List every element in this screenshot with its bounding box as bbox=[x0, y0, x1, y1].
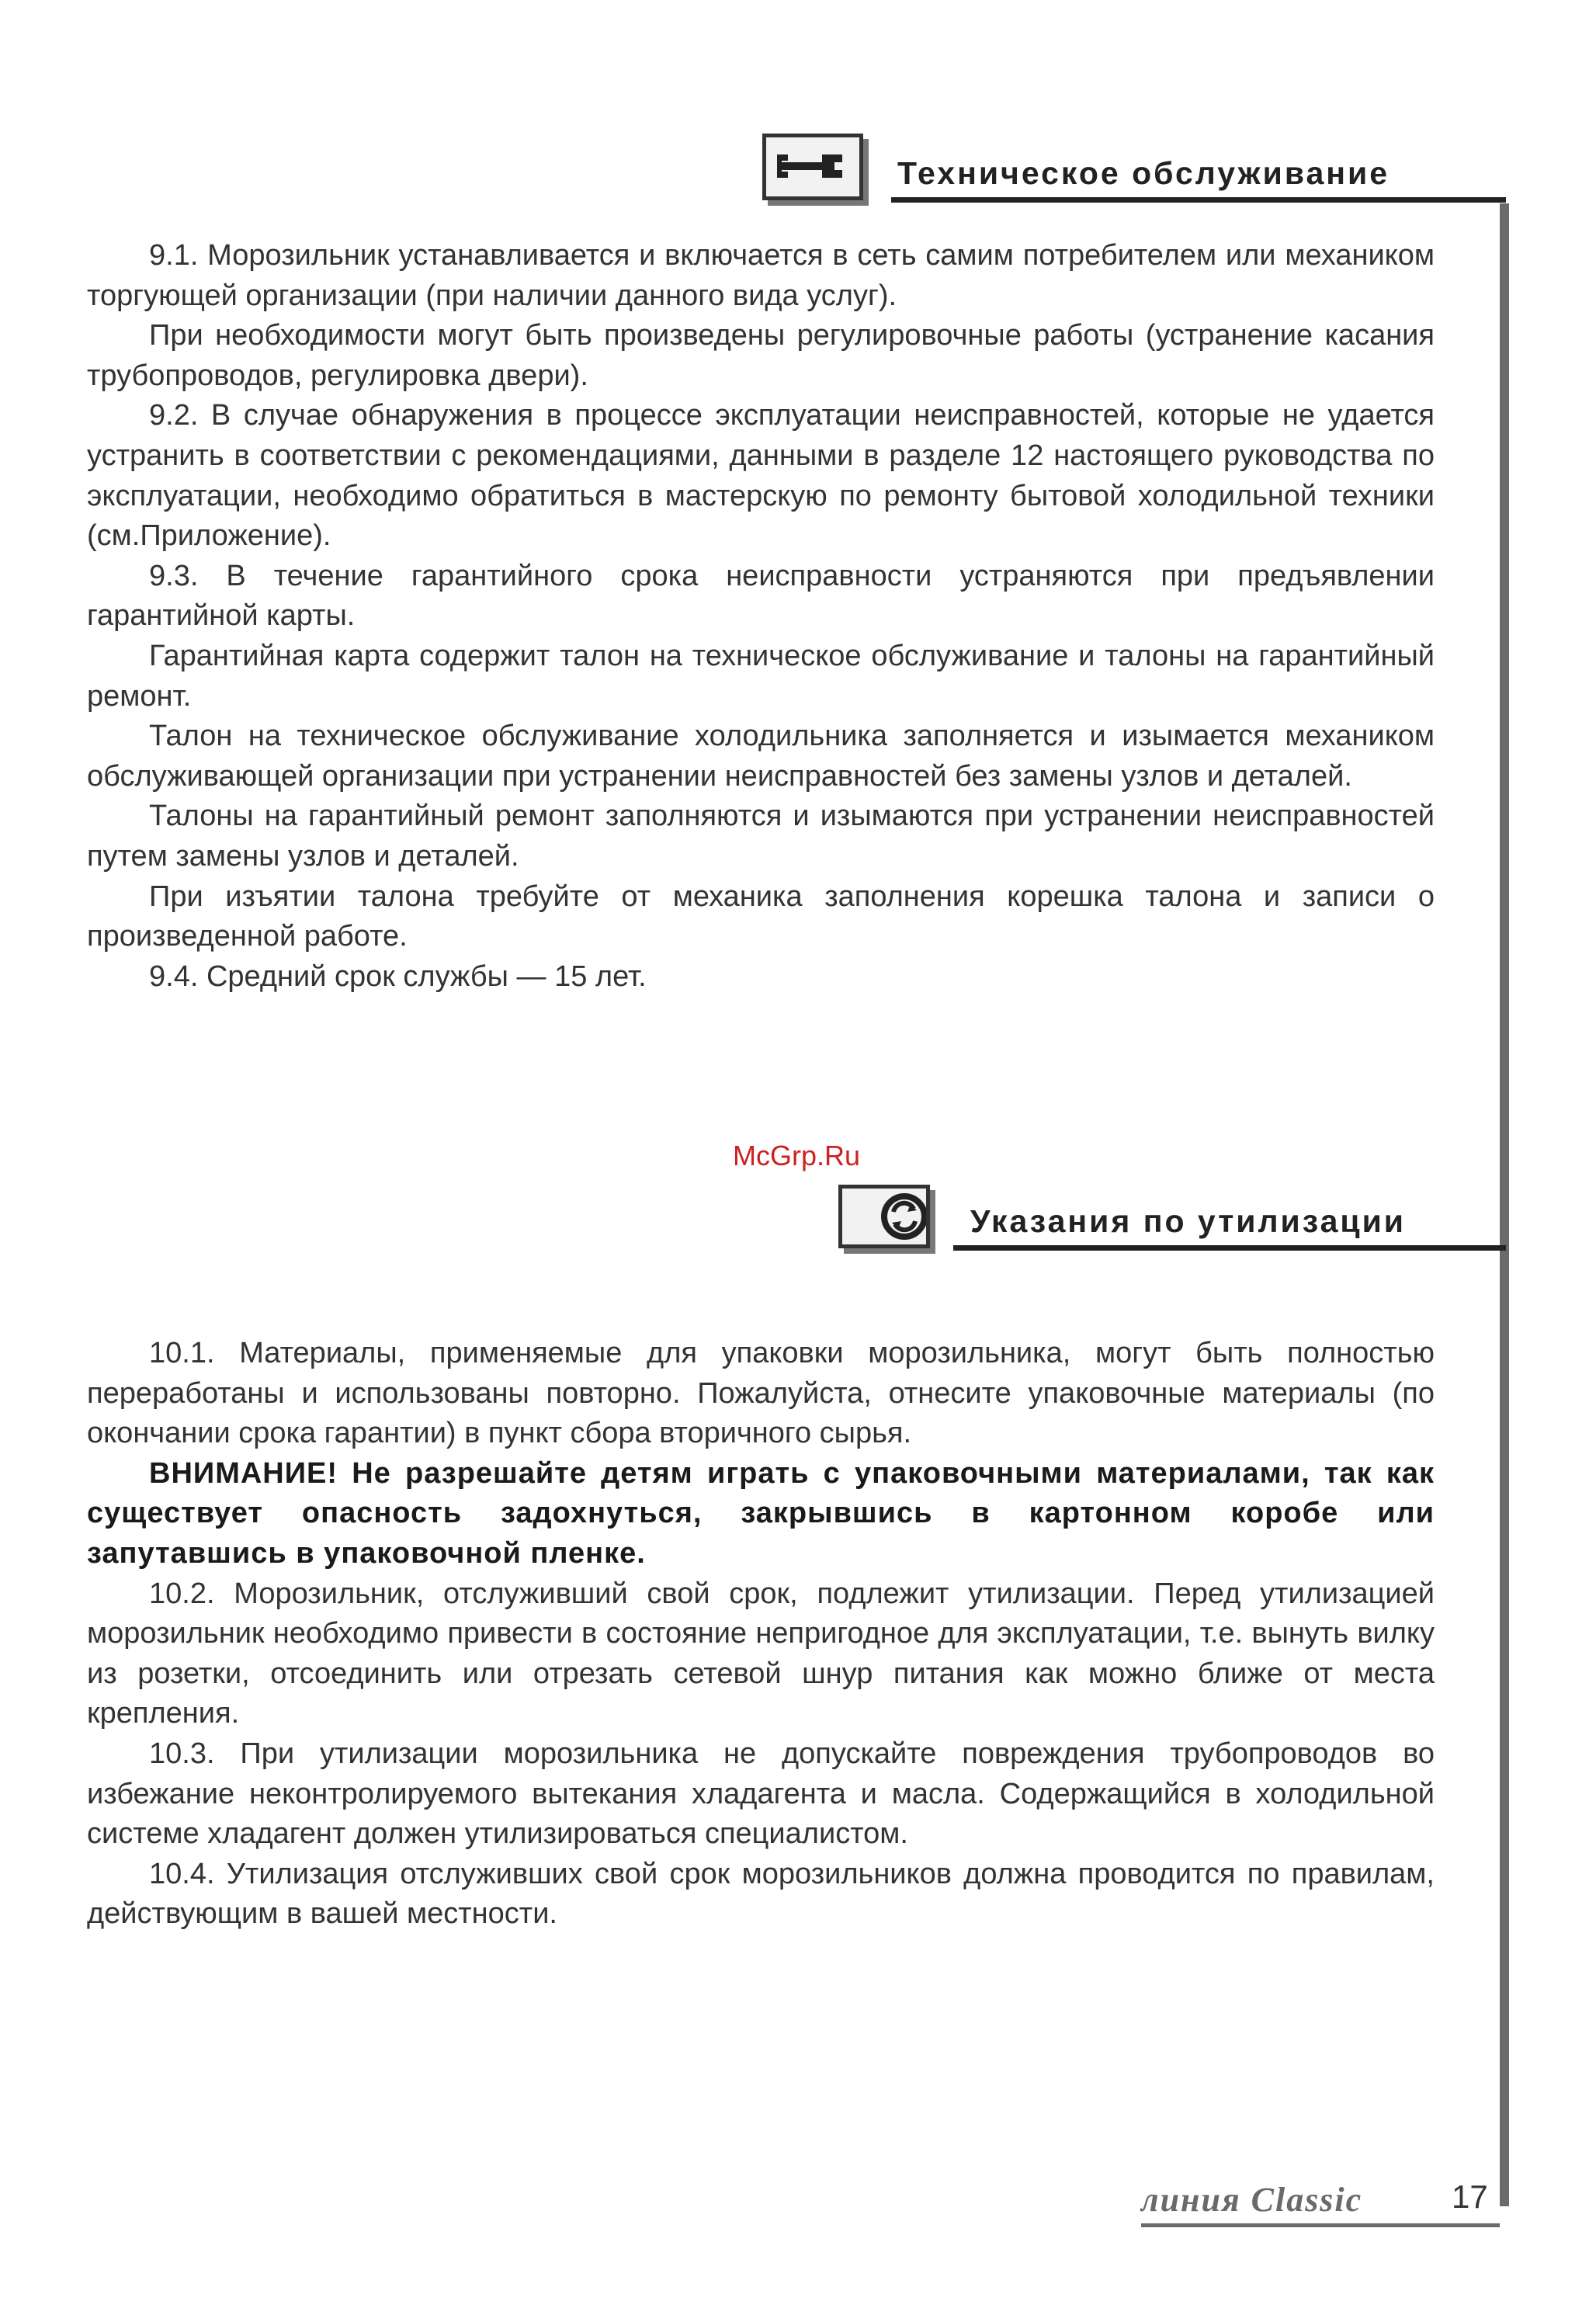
warning-paragraph: ВНИМАНИЕ! Не разрешайте детям играть с упаковочными материалами, так как существует опасность задохнуться, закрывшись в картонном коробе или запутавшись в упаковочной пленке. bbox=[87, 1456, 1435, 1570]
brand-logo-text: линия Classic bbox=[1141, 2181, 1363, 2219]
paragraph: 10.4. Утилизация отслуживших свой срок морозильников должна проводится по правилам, действующим в вашей местности. bbox=[87, 1857, 1435, 1931]
paragraph: При изъятии талона требуйте от механика заполнения корешка талона и записи о произведенной работе. bbox=[87, 880, 1435, 953]
maintenance-title: Техническое обслуживание bbox=[897, 155, 1390, 191]
paragraph: 9.2. В случае обнаружения в процессе эксплуатации неисправностей, которые не удается устранить в соответствии с рекомендациями, данными в разделе 12 настоящего руководства по эксплуатации, необходимо обратиться в мастерскую по ремонту бытовой холодильной техники (см.Приложение). bbox=[87, 399, 1435, 553]
watermark-link[interactable]: McGrp.Ru bbox=[733, 1140, 861, 1171]
footer-rule bbox=[1141, 2223, 1500, 2227]
maintenance-text bbox=[87, 236, 1435, 997]
paragraph: 10.1. Материалы, применяемые для упаковки морозильника, могут быть полностью переработаны и использованы повторно. Пожалуйста, отнесите упаковочные материалы (по окончании срока гарантии) в пункт сбора вторичного сырья. bbox=[87, 1337, 1435, 1450]
paragraph: 9.4. Средний срок службы — 15 лет. bbox=[149, 960, 647, 993]
page-number: 17 bbox=[1452, 2178, 1488, 2215]
paragraph: Талоны на гарантийный ремонт заполняются и изымаются при устранении неисправностей путем замены узлов и деталей. bbox=[87, 800, 1435, 873]
right-margin-rule bbox=[1500, 203, 1509, 2206]
wrench-icon bbox=[762, 134, 863, 200]
paragraph: Гарантийная карта содержит талон на техническое обслуживание и талоны на гарантийный ремонт. bbox=[87, 639, 1435, 713]
paragraph: 10.3. При утилизации морозильника не допускайте повреждения трубопроводов во избежание неконтролируемого вытекания хладагента и масла. Содержащийся в холодильной системе хладагент должен утилизироваться специалистом. bbox=[87, 1737, 1435, 1851]
paragraph: 9.3. В течение гарантийного срока неисправности устраняются при предъявлении гарантийной карты. bbox=[87, 559, 1435, 633]
recycle-icon bbox=[838, 1185, 930, 1248]
paragraph: Талон на техническое обслуживание холодильника заполняется и изымается механиком обслуживающей организации при устранении неисправностей без замены узлов и деталей. bbox=[87, 720, 1435, 793]
disposal-underline bbox=[953, 1245, 1506, 1251]
disposal-text bbox=[87, 1334, 1435, 1935]
paragraph: При необходимости могут быть произведены регулировочные работы (устранение касания трубопроводов, регулировка двери). bbox=[87, 319, 1435, 392]
disposal-title: Указания по утилизации bbox=[970, 1203, 1406, 1239]
paragraph: 10.2. Морозильник, отслуживший свой срок, подлежит утилизации. Перед утилизацией морозильник необходимо привести в состояние непригодное для эксплуатации, т.е. вынуть вилку из розетки, отсоединить или отрезать сетевой шнур питания как можно ближе от места крепления. bbox=[87, 1577, 1435, 1730]
maintenance-underline bbox=[891, 197, 1506, 203]
paragraph: 9.1. Морозильник устанавливается и включается в сеть самим потребителем или механиком торгующей организации (при наличии данного вида услуг). bbox=[87, 239, 1435, 312]
